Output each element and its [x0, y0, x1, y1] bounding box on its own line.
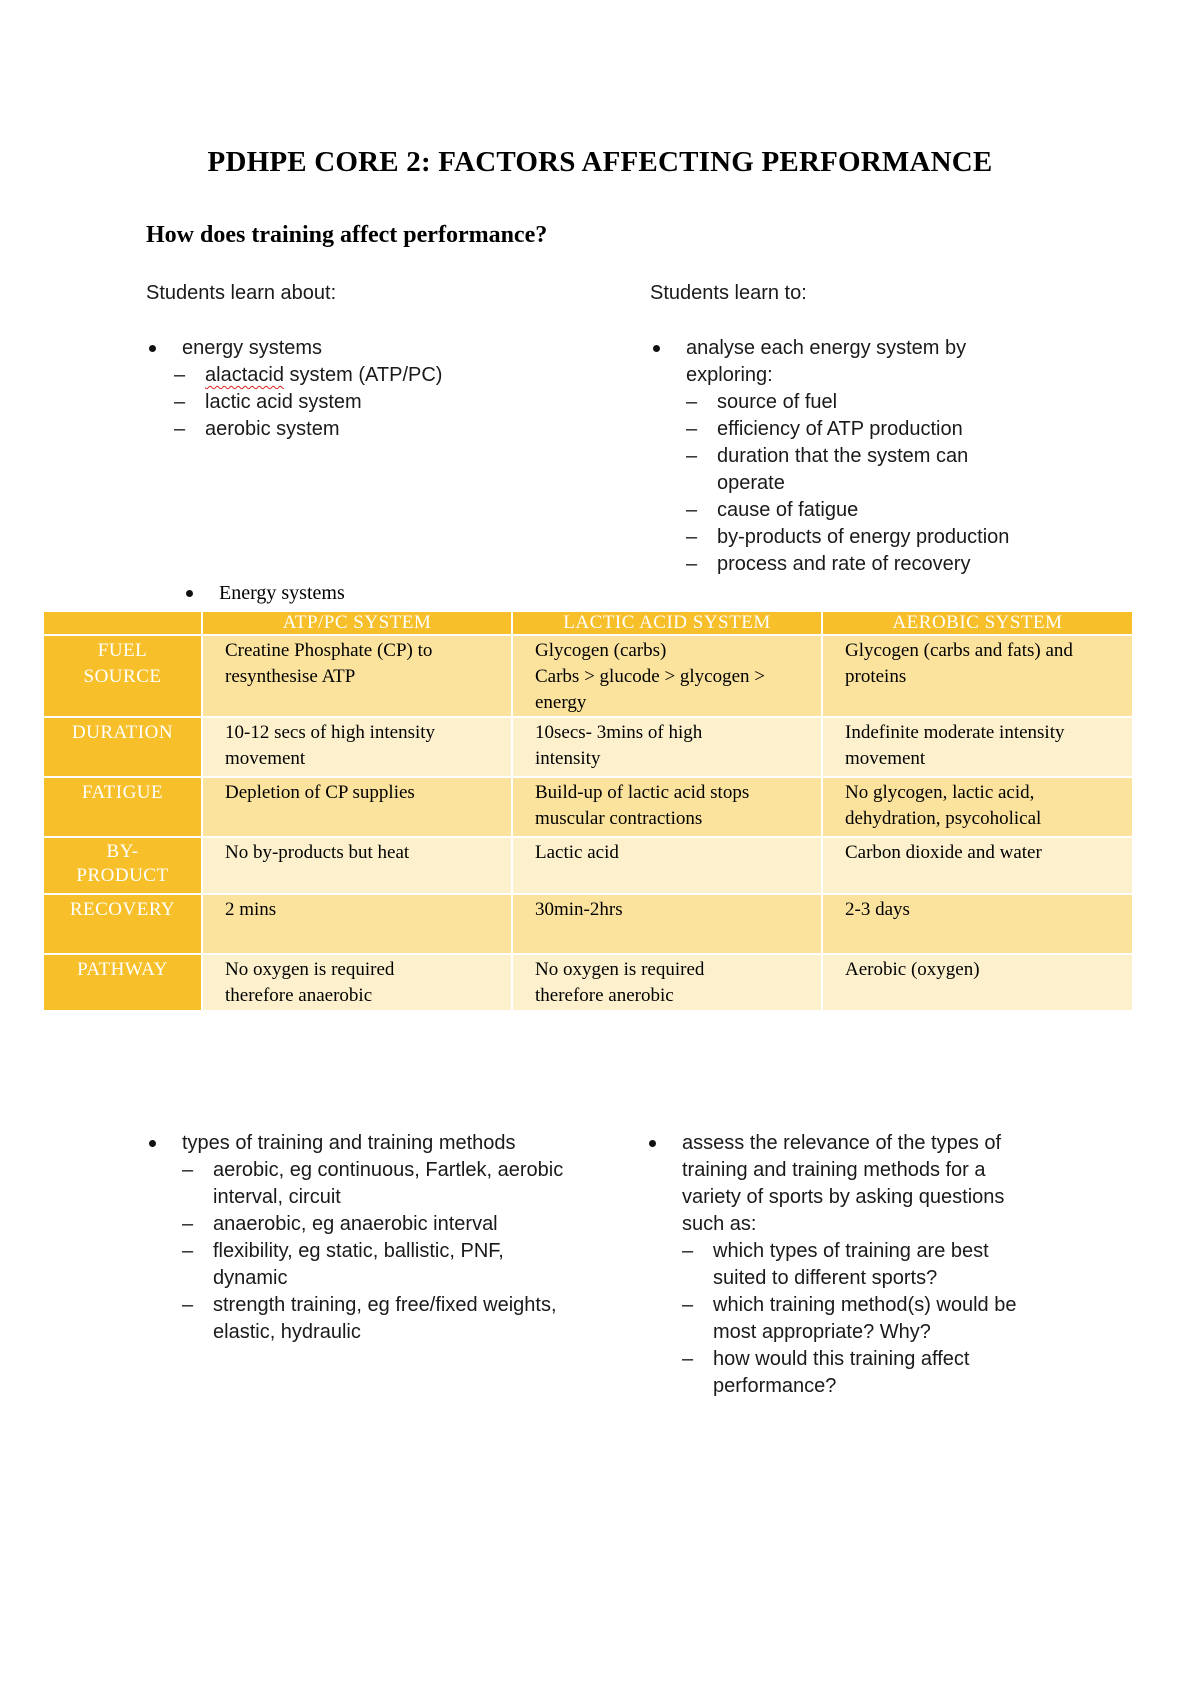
sub-item: – how would this training affect performance?: [682, 1348, 970, 1397]
sub-item: – flexibility, eg static, ballistic, PNF, dynamic: [182, 1240, 504, 1289]
table-cell: Glycogen (carbs and fats) and proteins: [822, 635, 1133, 717]
sub-item: – by-products of energy production: [686, 526, 1010, 548]
list-item: assess the relevance of the types of training and training methods for a variety of sports by asking questions such as:: [646, 1130, 1126, 1238]
table-cell: Aerobic (oxygen): [822, 954, 1133, 1011]
table-row: [43, 954, 1133, 1011]
list-item: types of training and training methods: [146, 1130, 616, 1157]
sub-item: – lactic acid system: [174, 391, 362, 413]
table-cell: No by-products but heat: [202, 837, 512, 894]
learn-to-heading: Students learn to:: [650, 282, 807, 304]
table-row: [43, 635, 1133, 717]
sub-item: – duration that the system can operate: [686, 445, 969, 494]
column-header-aerobic: AEROBIC SYSTEM: [822, 611, 1133, 635]
bullet-icon: [186, 590, 193, 597]
column-header-lactic-acid: LACTIC ACID SYSTEM: [512, 611, 822, 635]
table-row: [43, 777, 1133, 837]
table-cell: Carbon dioxide and water: [822, 837, 1133, 894]
page-title: PDHPE CORE 2: FACTORS AFFECTING PERFORMANCE: [207, 146, 993, 178]
row-header-fuel-source: FUEL SOURCE: [43, 635, 202, 717]
table-cell: 10-12 secs of high intensity movement: [202, 717, 512, 777]
table-cell: 30min-2hrs: [512, 894, 822, 954]
table-row: [43, 894, 1133, 954]
bullet-icon: [649, 1140, 656, 1147]
table-cell: Indefinite moderate intensity movement: [822, 717, 1133, 777]
table-row: [43, 837, 1133, 894]
sub-item: – alactacid system (ATP/PC): [174, 364, 443, 386]
table-cell: No oxygen is required therefore anaerobic: [202, 954, 512, 1011]
learn-to-column: [650, 281, 1120, 578]
bullet-icon: [653, 345, 660, 352]
table-cell: Glycogen (carbs) Carbs > glucode > glycogen > energy: [512, 635, 822, 717]
table-cell: Lactic acid: [512, 837, 822, 894]
sub-item: – aerobic, eg continuous, Fartlek, aerobic interval, circuit: [182, 1159, 564, 1208]
sub-item: – which training method(s) would be most appropriate? Why?: [682, 1294, 1017, 1343]
bullet-icon: [149, 345, 156, 352]
assess-relevance-column: [646, 1130, 1126, 1400]
table-corner-cell: [43, 611, 202, 635]
training-types-column: [146, 1130, 616, 1346]
bullet-icon: [149, 1140, 156, 1147]
row-header-pathway: PATHWAY: [43, 954, 202, 1011]
row-header-by-product: BY- PRODUCT: [43, 837, 202, 894]
sub-item: – source of fuel: [686, 391, 838, 413]
table-cell: 2-3 days: [822, 894, 1133, 954]
spellcheck-underlined-word: alactacid: [205, 364, 284, 386]
table-header-row: [43, 611, 1133, 635]
list-item: analyse each energy system by exploring:: [650, 335, 1120, 389]
table-cell: Build-up of lactic acid stops muscular contractions: [512, 777, 822, 837]
table-cell: 10secs- 3mins of high intensity: [512, 717, 822, 777]
sub-item: – which types of training are best suited to different sports?: [682, 1240, 989, 1289]
learn-about-column: [146, 281, 616, 443]
table-cell: 2 mins: [202, 894, 512, 954]
learn-about-heading: Students learn about:: [146, 282, 337, 304]
row-header-recovery: RECOVERY: [43, 894, 202, 954]
energy-systems-label: Energy systems: [186, 582, 345, 605]
list-item: energy systems: [146, 335, 616, 362]
table-row: [43, 717, 1133, 777]
sub-item: – efficiency of ATP production: [686, 418, 963, 440]
sub-item: – strength training, eg free/fixed weights, elastic, hydraulic: [182, 1294, 557, 1343]
table-cell: Creatine Phosphate (CP) to resynthesise ATP: [202, 635, 512, 717]
section-question: How does training affect performance?: [146, 222, 548, 248]
sub-item: – aerobic system: [174, 418, 340, 440]
sub-item: – anaerobic, eg anaerobic interval: [182, 1213, 498, 1235]
sub-item: – cause of fatigue: [686, 499, 859, 521]
table-cell: Depletion of CP supplies: [202, 777, 512, 837]
table-cell: No glycogen, lactic acid, dehydration, psycoholical: [822, 777, 1133, 837]
row-header-duration: DURATION: [43, 717, 202, 777]
energy-systems-table: [42, 610, 1134, 1012]
row-header-fatigue: FATIGUE: [43, 777, 202, 837]
table-cell: No oxygen is required therefore anerobic: [512, 954, 822, 1011]
column-header-atp-pc: ATP/PC SYSTEM: [202, 611, 512, 635]
sub-item: – process and rate of recovery: [686, 553, 971, 575]
